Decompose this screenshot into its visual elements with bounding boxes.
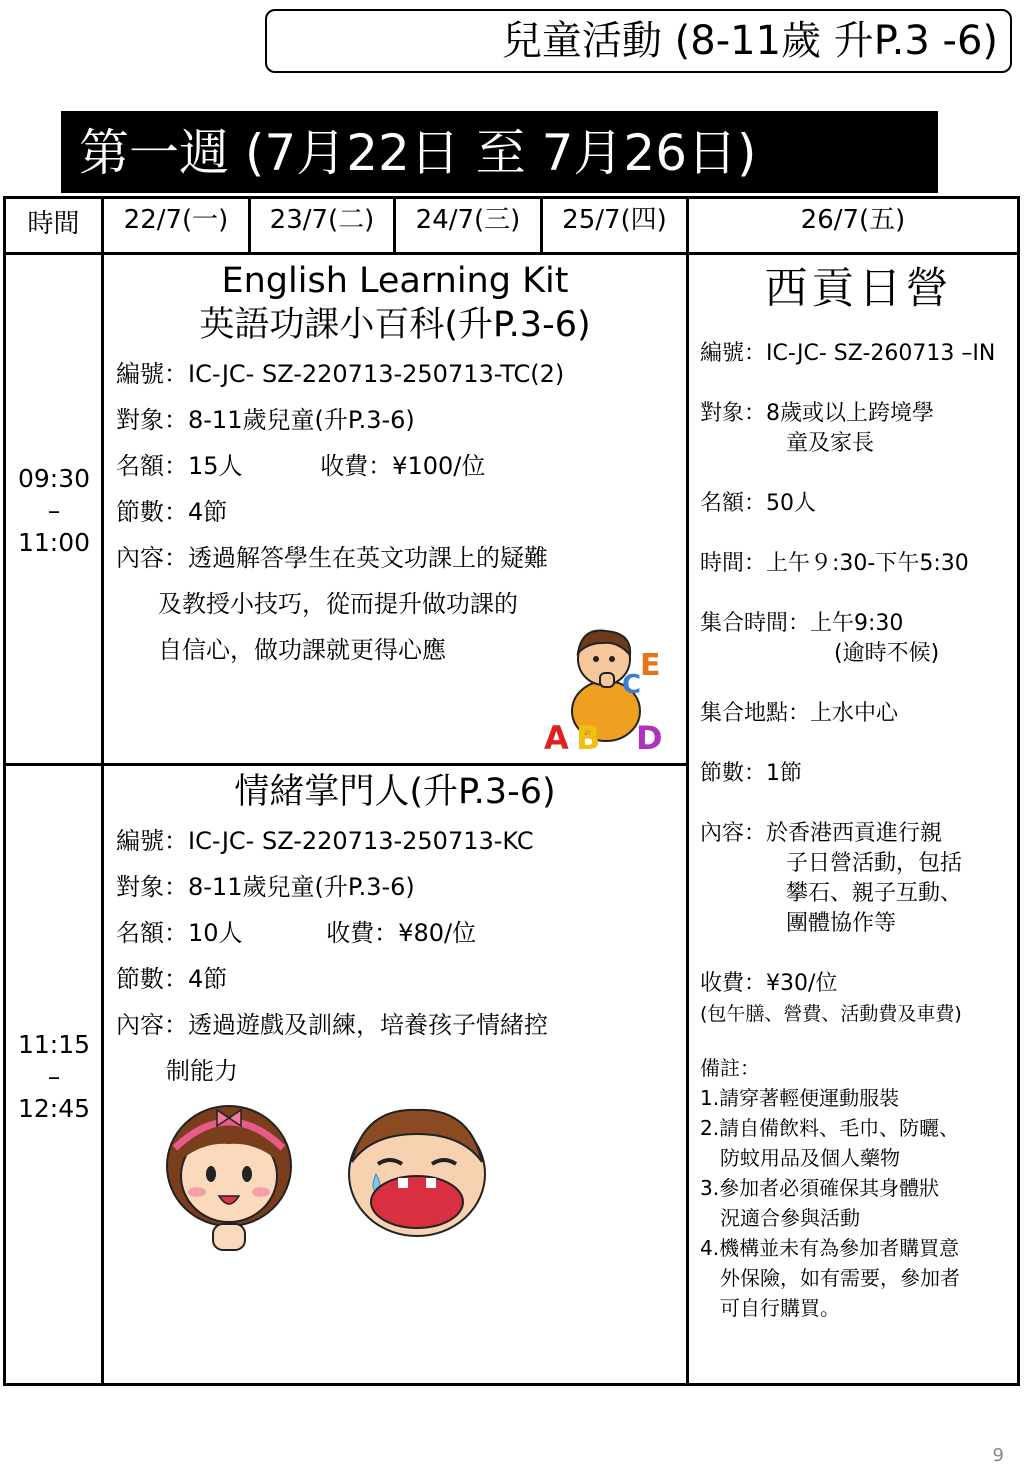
time-start: 11:15 bbox=[17, 1030, 91, 1059]
time-dash: – bbox=[47, 496, 61, 525]
boy-hand bbox=[600, 673, 614, 687]
camp-note-cont: 況適合參與活動 bbox=[720, 1206, 860, 1230]
camp-note: 1.請穿著輕便運動服裝 bbox=[700, 1086, 900, 1110]
camp-content-line: 內容：於香港西貢進行親 bbox=[700, 821, 943, 846]
activity-quota-fee bbox=[116, 910, 686, 956]
camp-title: 西貢日營 bbox=[764, 264, 953, 314]
page-title bbox=[265, 9, 1012, 73]
camp-content-line: 團體協作等 bbox=[786, 911, 897, 936]
activity-code: 編號：IC-JC- SZ-220713-250713-TC(2) bbox=[116, 360, 565, 388]
camp-gather-time-line: 集合時間：上午9:30 bbox=[700, 611, 904, 636]
camp-gather-time-note: (逾時不候) bbox=[834, 641, 940, 666]
camp-content bbox=[700, 819, 1017, 939]
crying-boy-tooth bbox=[426, 1178, 436, 1188]
activity-content-cont: 制能力 bbox=[166, 1057, 238, 1085]
camp-gather-place: 集合地點：上水中心 bbox=[700, 701, 899, 726]
girl-hands bbox=[213, 1224, 245, 1250]
time-dash: – bbox=[47, 1062, 61, 1091]
activity-title-en: English Learning Kit bbox=[221, 261, 569, 301]
activity-quota-fee bbox=[116, 443, 686, 489]
activity-title: 情緒掌門人(升P.3-6) bbox=[234, 772, 556, 812]
camp-note-cont: 防蚊用品及個人藥物 bbox=[720, 1146, 900, 1170]
activity-target: 對象：8-11歲兒童(升P.3-6) bbox=[116, 873, 415, 901]
week-title bbox=[61, 111, 938, 193]
camp-note-cont: 外保險，如有需要，參加者 bbox=[720, 1266, 960, 1290]
time-slot-1 bbox=[6, 463, 102, 559]
camp-note-cont: 可自行購買。 bbox=[720, 1296, 840, 1320]
time-start: 09:30 bbox=[17, 464, 91, 493]
activity-code: 編號：IC-JC- SZ-220713-250713-KC bbox=[116, 827, 534, 855]
week-title-text: 第一週 (7月22日 至 7月26日) bbox=[79, 124, 757, 182]
camp-fee-note: (包午膳、營費、活動費及車費) bbox=[700, 1003, 962, 1025]
activity-target: 對象：8-11歲兒童(升P.3-6) bbox=[116, 406, 415, 434]
camp-notes-title: 備註： bbox=[700, 1056, 760, 1080]
letter-e: E bbox=[640, 648, 661, 683]
camp-content-line: 攀石、親子互動、 bbox=[786, 881, 963, 906]
camp-target bbox=[700, 399, 1017, 459]
activity-content: 內容：透過遊戲及訓練，培養孩子情緒控 bbox=[116, 1011, 548, 1039]
letter-a: A bbox=[544, 719, 569, 753]
camp-note: 2.請自備飲料、毛巾、防曬、 bbox=[700, 1116, 960, 1140]
activity-quota: 名額：10人 bbox=[116, 919, 243, 947]
activity-sessions: 節數：4節 bbox=[116, 965, 228, 993]
camp-code: 編號：IC-JC- SZ-260713 –IN bbox=[700, 341, 996, 366]
camp-fee-line: 收費：¥30/位 bbox=[700, 971, 838, 996]
activity-sessions: 節數：4節 bbox=[116, 498, 228, 526]
header-day-2: 23/7(二) bbox=[269, 205, 375, 235]
happy-girl-illustration bbox=[159, 1096, 299, 1256]
crying-boy-mouth bbox=[371, 1176, 463, 1228]
boy-thinking-illustration bbox=[544, 613, 684, 753]
letter-c: C bbox=[622, 670, 642, 700]
camp-target-line: 童及家長 bbox=[786, 431, 875, 456]
crying-boy-tooth bbox=[398, 1178, 408, 1188]
activity-fee: 收費：¥100/位 bbox=[320, 452, 486, 480]
activity-fee: 收費：¥80/位 bbox=[326, 919, 477, 947]
schedule-table bbox=[3, 196, 1020, 1386]
activity-quota: 名額：15人 bbox=[116, 452, 243, 480]
time-end: 12:45 bbox=[17, 1094, 91, 1123]
header-day-4: 25/7(四) bbox=[562, 205, 667, 235]
header-day-1: 22/7(一) bbox=[123, 205, 229, 235]
boy-eye bbox=[593, 656, 599, 662]
camp-fee bbox=[700, 969, 1017, 1029]
header-day-5: 26/7(五) bbox=[800, 205, 906, 235]
camp-quota: 名額：50人 bbox=[700, 491, 816, 516]
time-end: 11:00 bbox=[17, 528, 91, 557]
activity-sai-kung-day-camp bbox=[689, 255, 1017, 1383]
activity-content-cont: 自信心，做功課就更得心應 bbox=[158, 636, 446, 664]
girl-blush bbox=[188, 1187, 206, 1197]
camp-note: 4.機構並未有為參加者購買意 bbox=[700, 1236, 960, 1260]
time-slot-2 bbox=[6, 1029, 102, 1125]
camp-sessions: 節數：1節 bbox=[700, 761, 802, 786]
letter-d: D bbox=[636, 719, 663, 753]
letter-b: B bbox=[576, 719, 601, 753]
activity-title-zh: 英語功課小百科(升P.3-6) bbox=[199, 305, 591, 345]
header-time: 時間 bbox=[27, 209, 80, 239]
camp-time: 時間：上午９:30-下午5:30 bbox=[700, 551, 969, 576]
girl-blush bbox=[252, 1187, 270, 1197]
header-day-3: 24/7(三) bbox=[415, 205, 521, 235]
girl-eye bbox=[206, 1166, 216, 1182]
camp-note: 3.參加者必須確保其身體狀 bbox=[700, 1176, 940, 1200]
activity-content: 內容：透過解答學生在英文功課上的疑難 bbox=[116, 544, 548, 572]
crying-boy-illustration bbox=[342, 1094, 492, 1244]
page-number: 9 bbox=[992, 1445, 1004, 1466]
page-title-text: 兒童活動 (8-11歲 升P.3 -6) bbox=[501, 18, 998, 64]
girl-eye bbox=[242, 1166, 252, 1182]
activity-emotion-master bbox=[104, 766, 686, 1383]
camp-gather-time bbox=[700, 609, 1017, 669]
camp-content-line: 子日營活動，包括 bbox=[786, 851, 963, 876]
activity-content-cont: 及教授小技巧，從而提升做功課的 bbox=[158, 590, 518, 618]
activity-english-learning-kit bbox=[104, 255, 686, 763]
camp-target-line: 對象：8歲或以上跨境學 bbox=[700, 401, 934, 426]
boy-eye bbox=[609, 656, 615, 662]
camp-notes bbox=[700, 1053, 1017, 1323]
